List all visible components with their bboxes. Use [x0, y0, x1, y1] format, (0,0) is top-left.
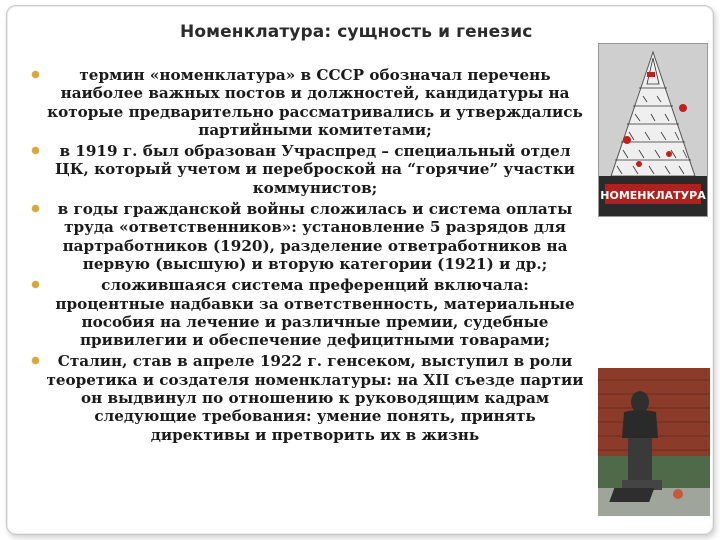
memorial-photo-illustration — [598, 368, 710, 516]
bullet-dot-icon — [32, 71, 39, 78]
book-cover-illustration — [599, 44, 707, 216]
list-item — [28, 200, 588, 273]
bullet-dot-icon — [32, 147, 39, 154]
slide-title: Номенклатура: сущность и генезис — [180, 22, 533, 42]
list-item — [28, 66, 588, 139]
list-item-text: в годы гражданской войны сложилась и система оплаты труда «ответственников»: установление 5 разрядов для партработников (1920), разделение ответработников на первую (высшую) и вторую категории (1921) и др.; — [57, 200, 573, 273]
bullet-dot-icon — [32, 281, 39, 288]
list-item-text: в 1919 г. был образован Учраспред – специальный отдел ЦК, который учетом и переброской на “горячие” участки коммунистов; — [55, 142, 575, 197]
list-item — [28, 352, 588, 443]
list-item-text: Сталин, став в апреле 1922 г. генсеком, выступил в роли теоретика и создателя номенклатуры: на XII съезде партии он выдвинул по отношению к руководящим кадрам следующие требования: умение понять, принять директивы и претворить их в жизнь — [46, 352, 584, 444]
book-cover-image — [598, 43, 708, 217]
list-item-text: сложившаяся система преференций включала: процентные надбавки за ответственность, материальные пособия на лечение и различные премии, судебные привилегии и обеспечение дефицитными товарами; — [55, 276, 575, 350]
list-item — [28, 142, 588, 197]
bullet-dot-icon — [32, 357, 39, 364]
memorial-photo — [598, 368, 710, 516]
list-item — [28, 276, 588, 349]
list-item-text: термин «номенклатура» в СССР обозначал перечень наиболее важных постов и должностей, кандидатуры на которые предварительно рассматривались и утверждались партийными комитетами; — [47, 66, 583, 139]
bullet-list — [28, 66, 588, 447]
book-cover-title: НОМЕНКЛАТУРА — [600, 189, 706, 202]
bullet-dot-icon — [32, 205, 39, 212]
